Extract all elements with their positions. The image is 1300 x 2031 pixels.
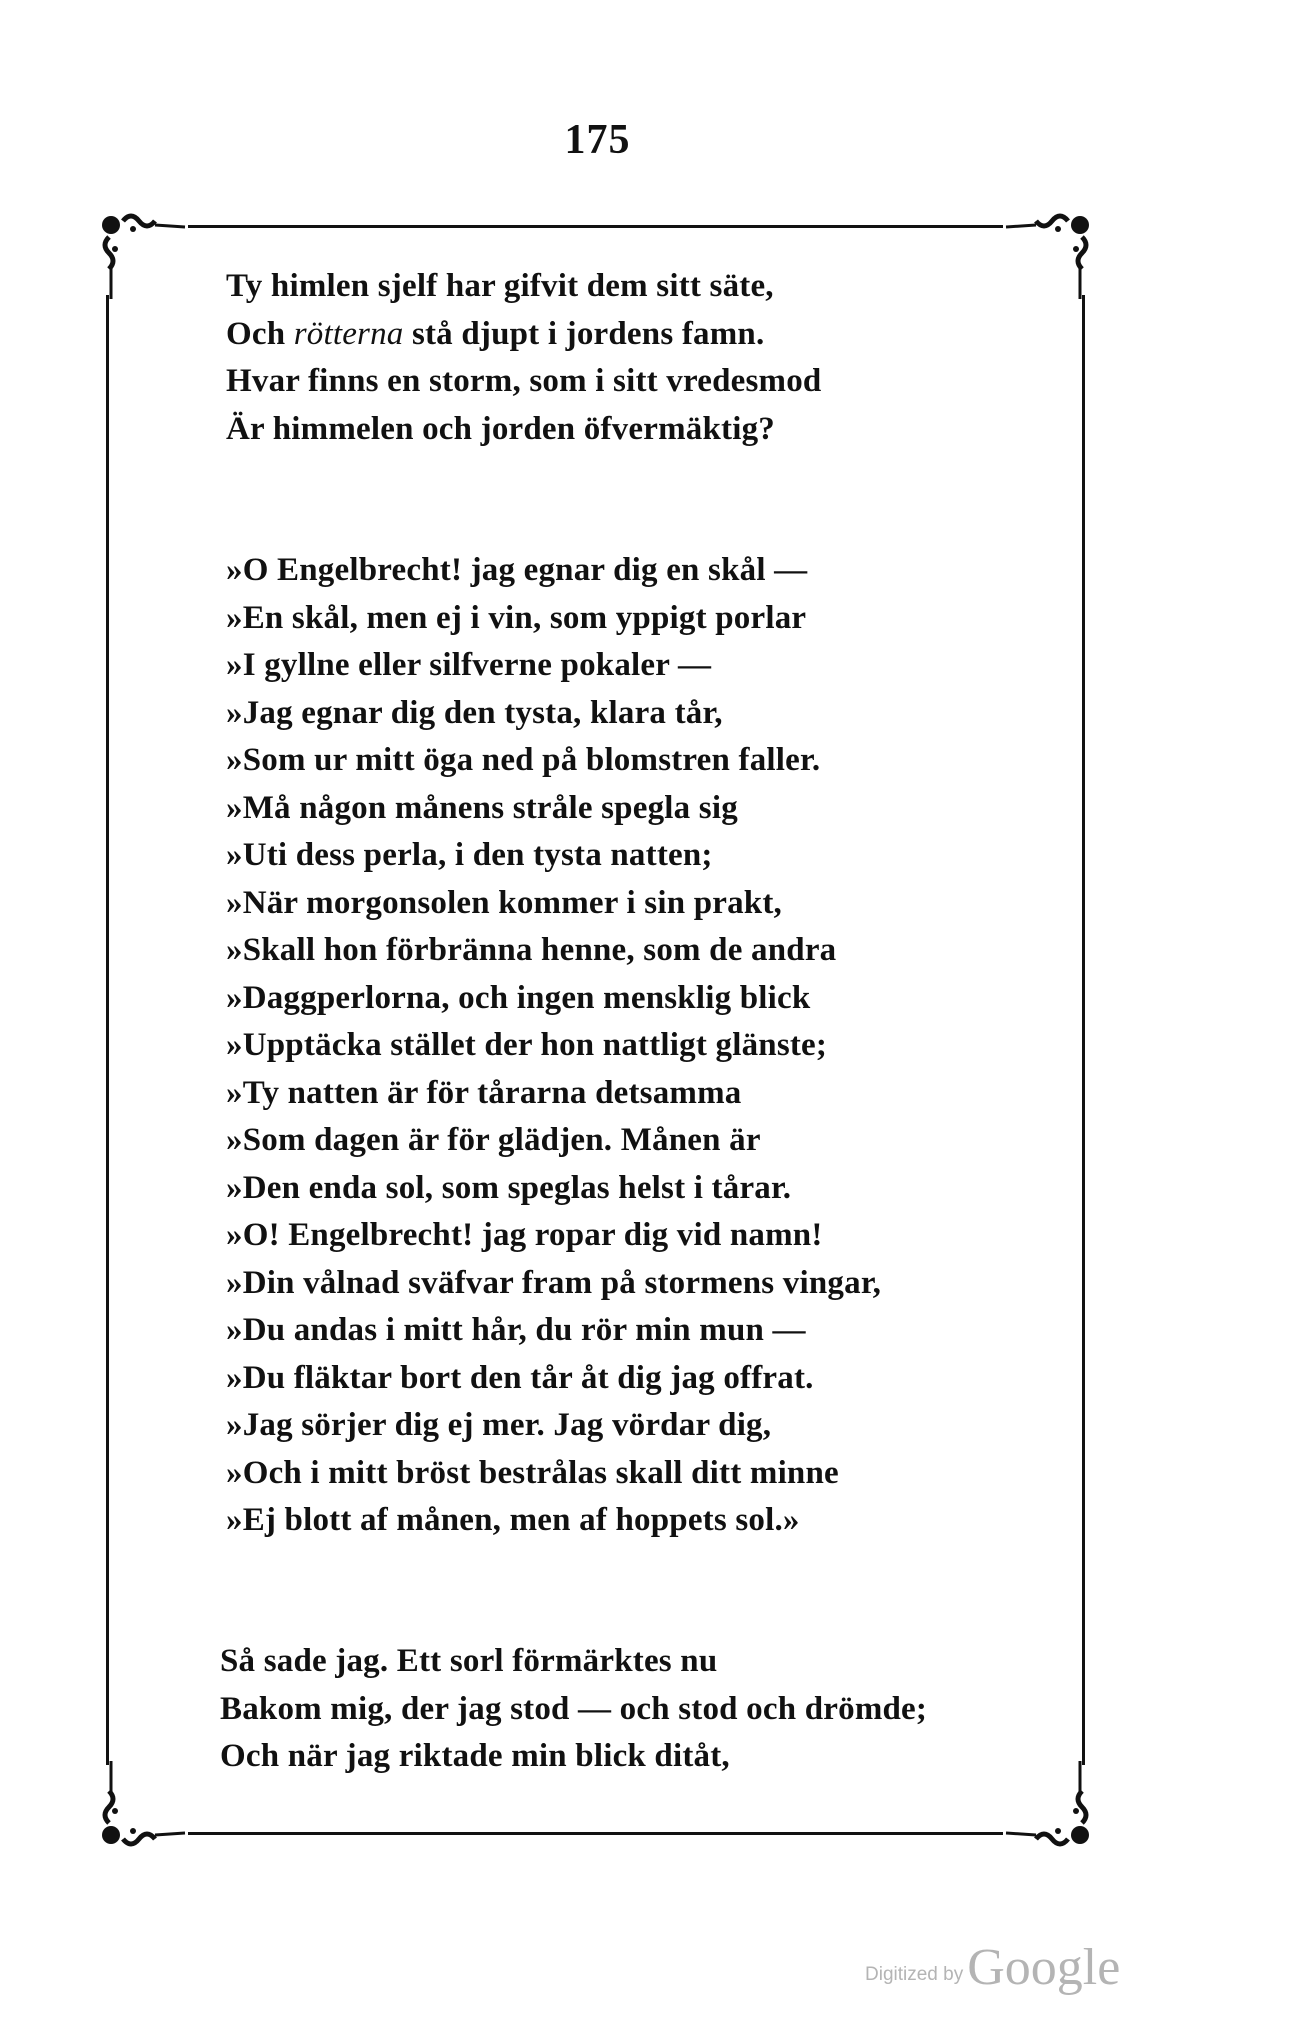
stanza-2	[226, 547, 881, 1545]
verse-line: »Som ur mitt öga ned på blomstren faller.	[226, 742, 821, 778]
verse-text: Och	[226, 315, 294, 352]
digitized-watermark	[865, 1938, 1120, 1997]
verse-line: »Uti dess perla, i den tysta natten;	[226, 837, 713, 873]
verse-line: »Du fläktar bort den tår åt dig jag offrat.	[226, 1359, 814, 1396]
verse-line: Så sade jag. Ett sorl förmärktes nu	[220, 1643, 718, 1679]
floral-ornament-icon	[998, 205, 1098, 305]
verse-line: Och när jag riktade min blick ditåt,	[220, 1738, 730, 1774]
verse-line: »Ej blott af månen, men af hoppets sol.»	[226, 1502, 800, 1538]
stanza-3	[220, 1638, 927, 1781]
verse-line-with-italic	[226, 311, 821, 359]
border-top-rule	[188, 225, 1003, 228]
verse-line: Hvar finns en storm, som i sitt vredesmod	[226, 363, 822, 399]
verse-line: »Den enda sol, som speglas helst i tårar.	[226, 1169, 792, 1206]
floral-ornament-icon	[93, 205, 193, 305]
verse-line: »Din vålnad sväfvar fram på stormens vingar,	[226, 1264, 882, 1301]
verse-line: »Jag egnar dig den tysta, klara tår,	[226, 694, 723, 731]
verse-line: »När morgonsolen kommer i sin prakt,	[226, 884, 782, 921]
verse-line: »Jag sörjer dig ej mer. Jag vördar dig,	[226, 1407, 772, 1443]
verse-line: »Som dagen är för glädjen. Månen är	[226, 1122, 761, 1158]
border-right-rule	[1082, 295, 1085, 1765]
border-bottom-rule	[188, 1832, 1003, 1835]
verse-line: Är himmelen och jorden öfvermäktig?	[226, 410, 775, 447]
floral-ornament-icon	[93, 1755, 193, 1855]
verse-line: »O Engelbrecht! jag egnar dig en skål —	[226, 552, 808, 588]
verse-text: stå djupt i jordens famn.	[403, 315, 765, 352]
floral-ornament-icon	[998, 1755, 1098, 1855]
verse-line: »Må någon månens stråle spegla sig	[226, 789, 738, 826]
verse-line: »Ty natten är för tårarna detsamma	[226, 1074, 742, 1111]
verse-line: »Och i mitt bröst bestrålas skall ditt minne	[226, 1454, 839, 1491]
verse-line: Bakom mig, der jag stod — och stod och drömde;	[220, 1690, 928, 1727]
verse-line: »Daggperlorna, och ingen mensklig blick	[226, 979, 811, 1016]
verse-line: »Upptäcka stället der hon nattligt glänste;	[226, 1027, 828, 1063]
verse-line: Ty himlen sjelf har gifvit dem sitt säte,	[226, 268, 774, 304]
verse-line: »En skål, men ej i vin, som yppigt porlar	[226, 599, 807, 636]
digitized-by-label: Digitized by	[865, 1964, 964, 1985]
verse-line: »Du andas i mitt hår, du rör min mun —	[226, 1312, 806, 1348]
verse-line: »Skall hon förbränna henne, som de andra	[226, 932, 837, 968]
page-number: 175	[564, 117, 631, 163]
verse-line: »I gyllne eller silfverne pokaler —	[226, 647, 712, 683]
stanza-1	[226, 263, 821, 453]
border-left-rule	[106, 295, 109, 1765]
italic-word: rötterna	[293, 315, 404, 352]
verse-line: »O! Engelbrecht! jag ropar dig vid namn!	[226, 1217, 823, 1253]
google-wordmark: Google	[967, 1939, 1121, 1996]
